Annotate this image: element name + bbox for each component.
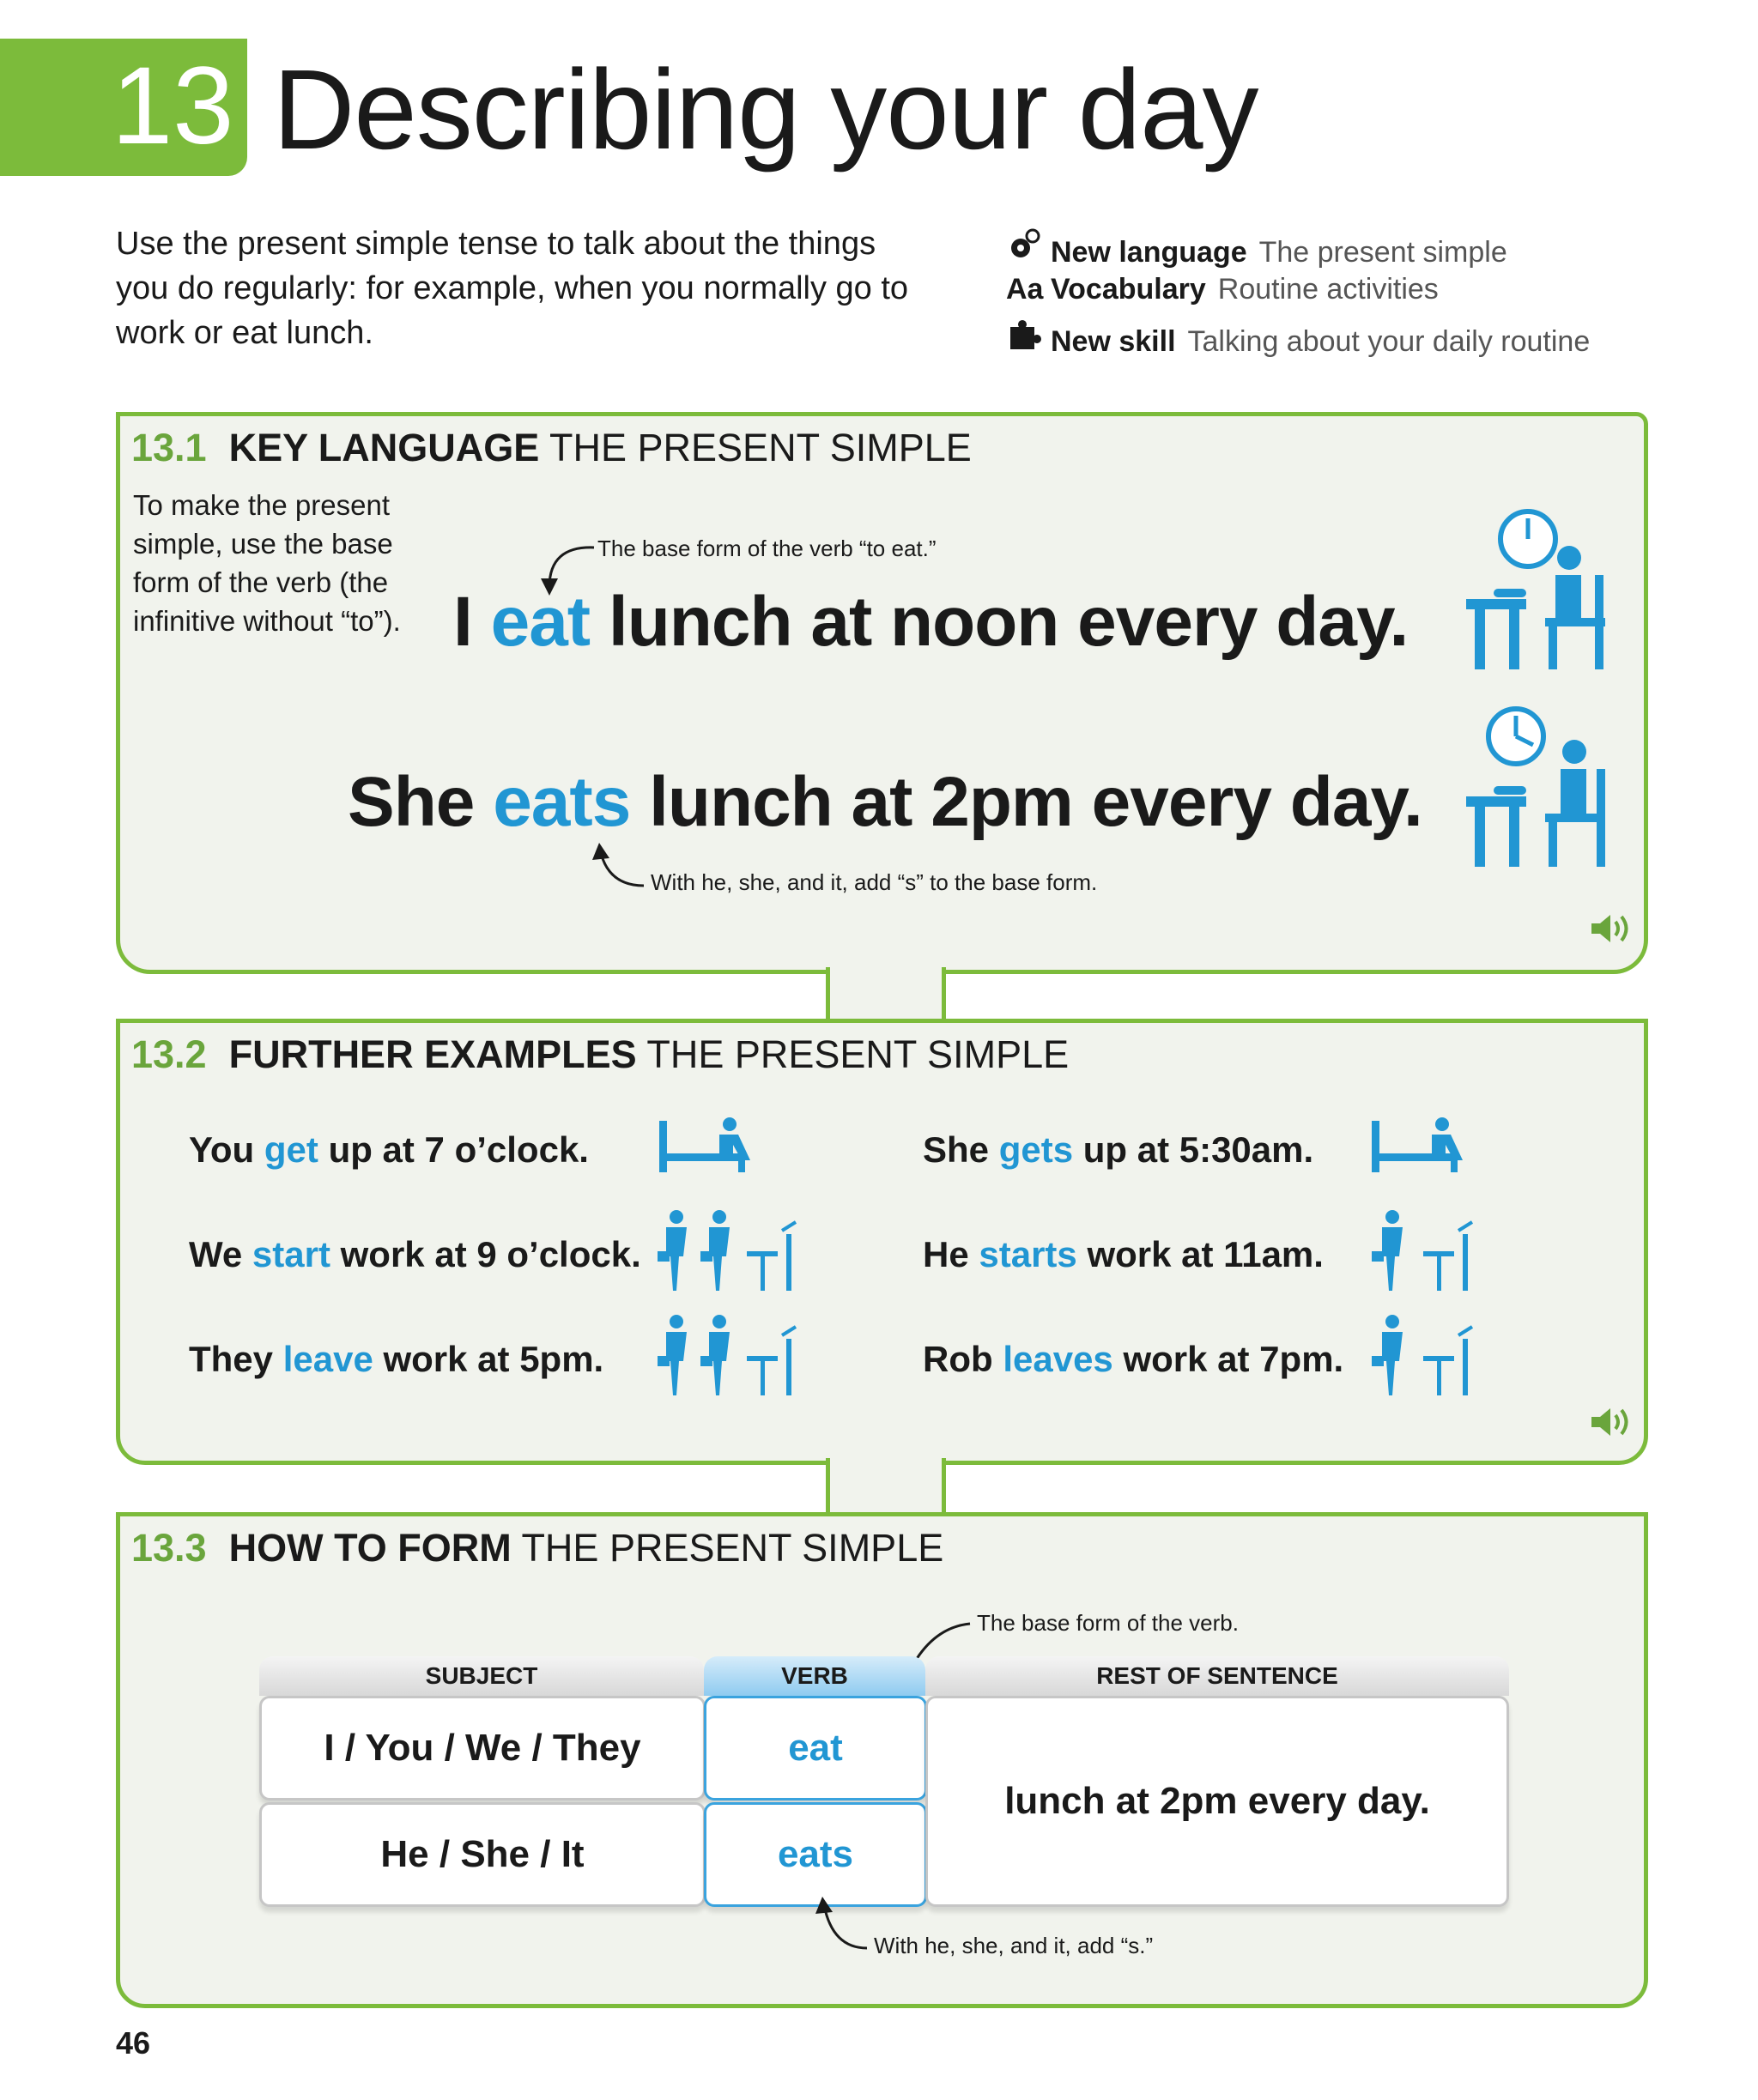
section-heading-13-1 <box>131 426 972 470</box>
meta-new-skill <box>1006 317 1590 359</box>
section-bold: FURTHER EXAMPLES <box>228 1032 637 1076</box>
example-right-3 <box>923 1339 1343 1380</box>
explanation-text: To make the present simple, use the base form of the verb (the infinitive without “to”). <box>133 489 401 637</box>
gears-icon <box>1006 227 1042 269</box>
meta-new-language <box>1006 227 1507 269</box>
verb: eat <box>490 583 591 661</box>
meta-label: Vocabulary <box>1051 273 1206 306</box>
meta-label: New skill <box>1051 325 1176 358</box>
column-header-verb: VERB <box>704 1656 925 1696</box>
audio-speaker-icon[interactable] <box>1590 1405 1633 1439</box>
column-header-rest: REST OF SENTENCE <box>925 1656 1509 1696</box>
section-number: 13.2 <box>131 1032 207 1076</box>
annotation-base-form: The base form of the verb “to eat.” <box>597 536 937 561</box>
section-heading-13-3 <box>131 1526 943 1570</box>
rest: lunch at 2pm every day. <box>649 763 1422 841</box>
section-number: 13.3 <box>131 1526 207 1570</box>
section-rest: THE PRESENT SIMPLE <box>646 1032 1070 1076</box>
verb: leaves <box>1003 1339 1113 1379</box>
annotation-add-s: With he, she, and it, add “s” to the base form. <box>651 869 1098 895</box>
verb-cell: eats <box>704 1802 927 1907</box>
example-right-1 <box>923 1129 1313 1171</box>
puzzle-icon <box>1006 317 1042 359</box>
section-heading-13-2 <box>131 1032 1069 1077</box>
meta-value: Talking about your daily routine <box>1187 325 1591 358</box>
example-sentence-2 <box>348 762 1422 843</box>
page-title: Describing your day <box>273 46 1258 172</box>
meta-value: Routine activities <box>1217 273 1439 306</box>
verb: eats <box>493 763 631 841</box>
page-number: 46 <box>116 2025 151 2061</box>
section-rest: THE PRESENT SIMPLE <box>549 426 972 469</box>
example-sentence-1 <box>453 582 1408 663</box>
rest: work at 7pm. <box>1123 1339 1344 1379</box>
subject-cell: I / You / We / They <box>259 1696 706 1800</box>
panel-connector <box>826 967 946 1025</box>
audio-speaker-icon[interactable] <box>1590 911 1633 946</box>
eating-lunch-2pm-icon <box>1459 704 1622 875</box>
verb: gets <box>998 1129 1074 1170</box>
section-number: 13.1 <box>131 426 207 469</box>
verb: get <box>264 1129 318 1170</box>
subject: We <box>189 1234 243 1274</box>
verb: starts <box>979 1234 1077 1274</box>
meta-vocabulary <box>1006 272 1439 306</box>
two-workers-leaving-icon <box>658 1313 803 1399</box>
getting-up-bed-icon <box>658 1116 769 1176</box>
example-left-2 <box>189 1234 641 1275</box>
panel-connector <box>826 1458 946 1518</box>
example-right-2 <box>923 1234 1324 1275</box>
intro-text: Use the present simple tense to talk about the things you do regularly: for example, when you normally go to work or eat lunch. <box>116 226 909 351</box>
subject: They <box>189 1339 274 1379</box>
worker-desk-icon <box>1367 1208 1487 1294</box>
rest: work at 9 o’clock. <box>340 1234 641 1274</box>
subject: I <box>453 583 472 661</box>
verb: start <box>252 1234 330 1274</box>
getting-up-bed-icon <box>1370 1116 1482 1176</box>
section-bold: KEY LANGUAGE <box>228 426 540 469</box>
annotation-add-s: With he, she, and it, add “s.” <box>874 1933 1154 1958</box>
meta-label: New language <box>1051 236 1247 269</box>
annotation-base-form: The base form of the verb. <box>977 1610 1239 1636</box>
meta-value: The present simple <box>1258 236 1507 269</box>
rest-of-sentence-cell: lunch at 2pm every day. <box>925 1696 1509 1907</box>
rest: up at 5:30am. <box>1082 1129 1314 1170</box>
subject: Rob <box>923 1339 993 1379</box>
verb-cell: eat <box>704 1696 927 1800</box>
arrow-annotation <box>584 841 652 893</box>
subject: She <box>923 1129 990 1170</box>
subject: She <box>348 763 475 841</box>
worker-leaving-icon <box>1367 1313 1487 1399</box>
eating-lunch-noon-icon <box>1459 506 1622 678</box>
example-left-1 <box>189 1129 589 1171</box>
chapter-number: 13 <box>112 45 234 167</box>
rest: lunch at noon every day. <box>608 583 1409 661</box>
two-workers-desk-icon <box>658 1208 803 1294</box>
arrow-annotation <box>807 1895 876 1955</box>
subject: He <box>923 1234 969 1274</box>
section-rest: THE PRESENT SIMPLE <box>521 1526 944 1570</box>
subject-cell: He / She / It <box>259 1802 706 1907</box>
column-header-subject: SUBJECT <box>259 1656 704 1696</box>
aa-icon: Aa <box>1006 273 1044 306</box>
subject: You <box>189 1129 255 1170</box>
verb: leave <box>282 1339 373 1379</box>
rest: work at 11am. <box>1087 1234 1324 1274</box>
example-left-3 <box>189 1339 603 1380</box>
rest: work at 5pm. <box>383 1339 604 1379</box>
section-bold: HOW TO FORM <box>228 1526 512 1570</box>
rest: up at 7 o’clock. <box>328 1129 589 1170</box>
